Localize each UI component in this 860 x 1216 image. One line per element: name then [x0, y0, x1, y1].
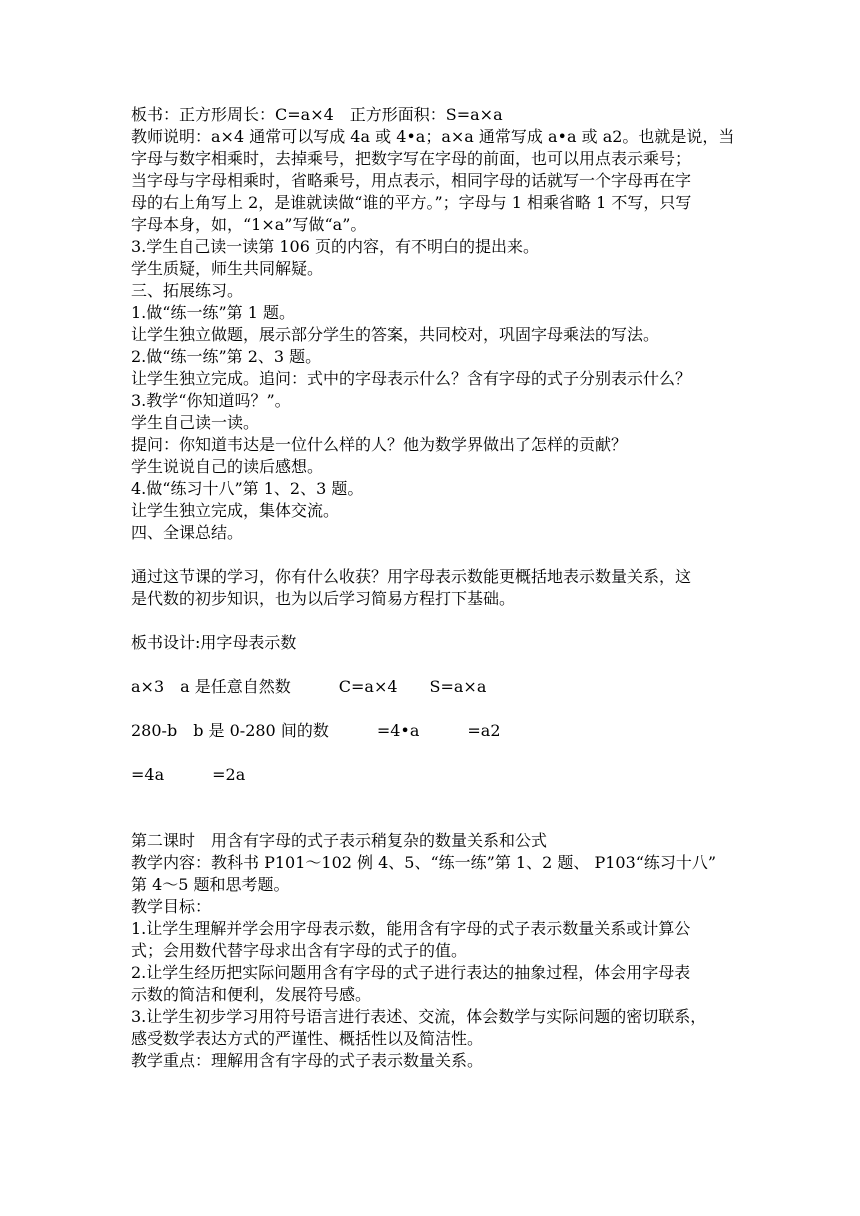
text-line: 教学重点：理解用含有字母的式子表示数量关系。	[131, 1051, 484, 1070]
blank-line	[131, 610, 738, 632]
board-design-row: 280-b b 是 0-280 间的数 =4•a =a2	[131, 721, 501, 740]
blank-line	[131, 786, 738, 808]
text-line: 教学内容：教科书 P101～102 例 4、5、“练一练”第 1、2 题、 P103“练习十八”	[131, 853, 717, 872]
text-line: 式；会用数代替字母求出含有字母的式子的值。	[131, 941, 468, 960]
text-line: 2.让学生经历把实际问题用含有字母的式子进行表达的抽象过程，体会用字母表	[131, 963, 691, 982]
lesson-title: 第二课时 用含有字母的式子表示稍复杂的数量关系和公式	[131, 831, 548, 850]
section-heading: 三、拓展练习。	[131, 281, 244, 300]
blank-line	[131, 742, 738, 764]
text-line: 教师说明：a×4 通常可以写成 4a 或 4•a；a×a 通常写成 a•a 或 a2。也就是说，当	[131, 127, 735, 146]
text-line: 3.教学“你知道吗？”。	[131, 391, 291, 410]
text-line: 是代数的初步知识，也为以后学习简易方程打下基础。	[131, 589, 516, 608]
text-line: 3.学生自己读一读第 106 页的内容，有不明白的提出来。	[131, 237, 539, 256]
board-design-title: 板书设计:用字母表示数	[131, 633, 297, 652]
text-line: 让学生独立完成，集体交流。	[131, 501, 340, 520]
text-line: 1.做“练一练”第 1 题。	[131, 303, 295, 322]
text-line: 学生自己读一读。	[131, 413, 260, 432]
blank-line	[131, 808, 738, 830]
text-line: 当字母与字母相乘时，省略乘号，用点表示，相同字母的话就写一个字母再在字	[131, 171, 692, 190]
section-heading: 教学目标：	[131, 897, 212, 916]
text-line: 板书：正方形周长：C=a×4 正方形面积：S=a×a	[131, 105, 503, 124]
blank-line	[131, 698, 738, 720]
text-line: 学生说说自己的读后感想。	[131, 457, 324, 476]
text-line: 让学生独立做题，展示部分学生的答案，共同校对，巩固字母乘法的写法。	[131, 325, 660, 344]
text-line: 3.让学生初步学习用符号语言进行表述、交流，体会数学与实际问题的密切联系，	[131, 1007, 707, 1026]
text-line: 通过这节课的学习，你有什么收获？用字母表示数能更概括地表示数量关系，这	[131, 567, 692, 586]
text-line: 学生质疑，师生共同解疑。	[131, 259, 324, 278]
text-line: 提问：你知道韦达是一位什么样的人？他为数学界做出了怎样的贡献？	[131, 435, 628, 454]
text-line: 让学生独立完成。追问：式中的字母表示什么？含有字母的式子分别表示什么？	[131, 369, 692, 388]
text-line: 字母本身，如，“1×a”写做“a”。	[131, 215, 367, 234]
blank-line	[131, 654, 738, 676]
text-line: 母的右上角写上 2，是谁就读做“谁的平方。”；字母与 1 相乘省略 1 不写，只写	[131, 193, 692, 212]
section-heading: 四、全课总结。	[131, 523, 244, 542]
text-line: 第 4～5 题和思考题。	[131, 875, 290, 894]
text-line: 4.做“练习十八”第 1、2、3 题。	[131, 479, 364, 498]
text-line: 字母与数字相乘时，去掉乘号，把数字写在字母的前面，也可以用点表示乘号；	[131, 149, 692, 168]
text-line: 1.让学生理解并学会用字母表示数，能用含有字母的式子表示数量关系或计算公	[131, 919, 691, 938]
document-body	[131, 104, 738, 1072]
text-line: 感受数学表达方式的严谨性、概括性以及简洁性。	[131, 1029, 484, 1048]
blank-line	[131, 544, 738, 566]
text-line: 示数的简洁和便利，发展符号感。	[131, 985, 372, 1004]
text-line: 2.做“练一练”第 2、3 题。	[131, 347, 322, 366]
board-design-row: =4a =2a	[131, 765, 246, 784]
board-design-row: a×3 a 是任意自然数 C=a×4 S=a×a	[131, 677, 487, 696]
